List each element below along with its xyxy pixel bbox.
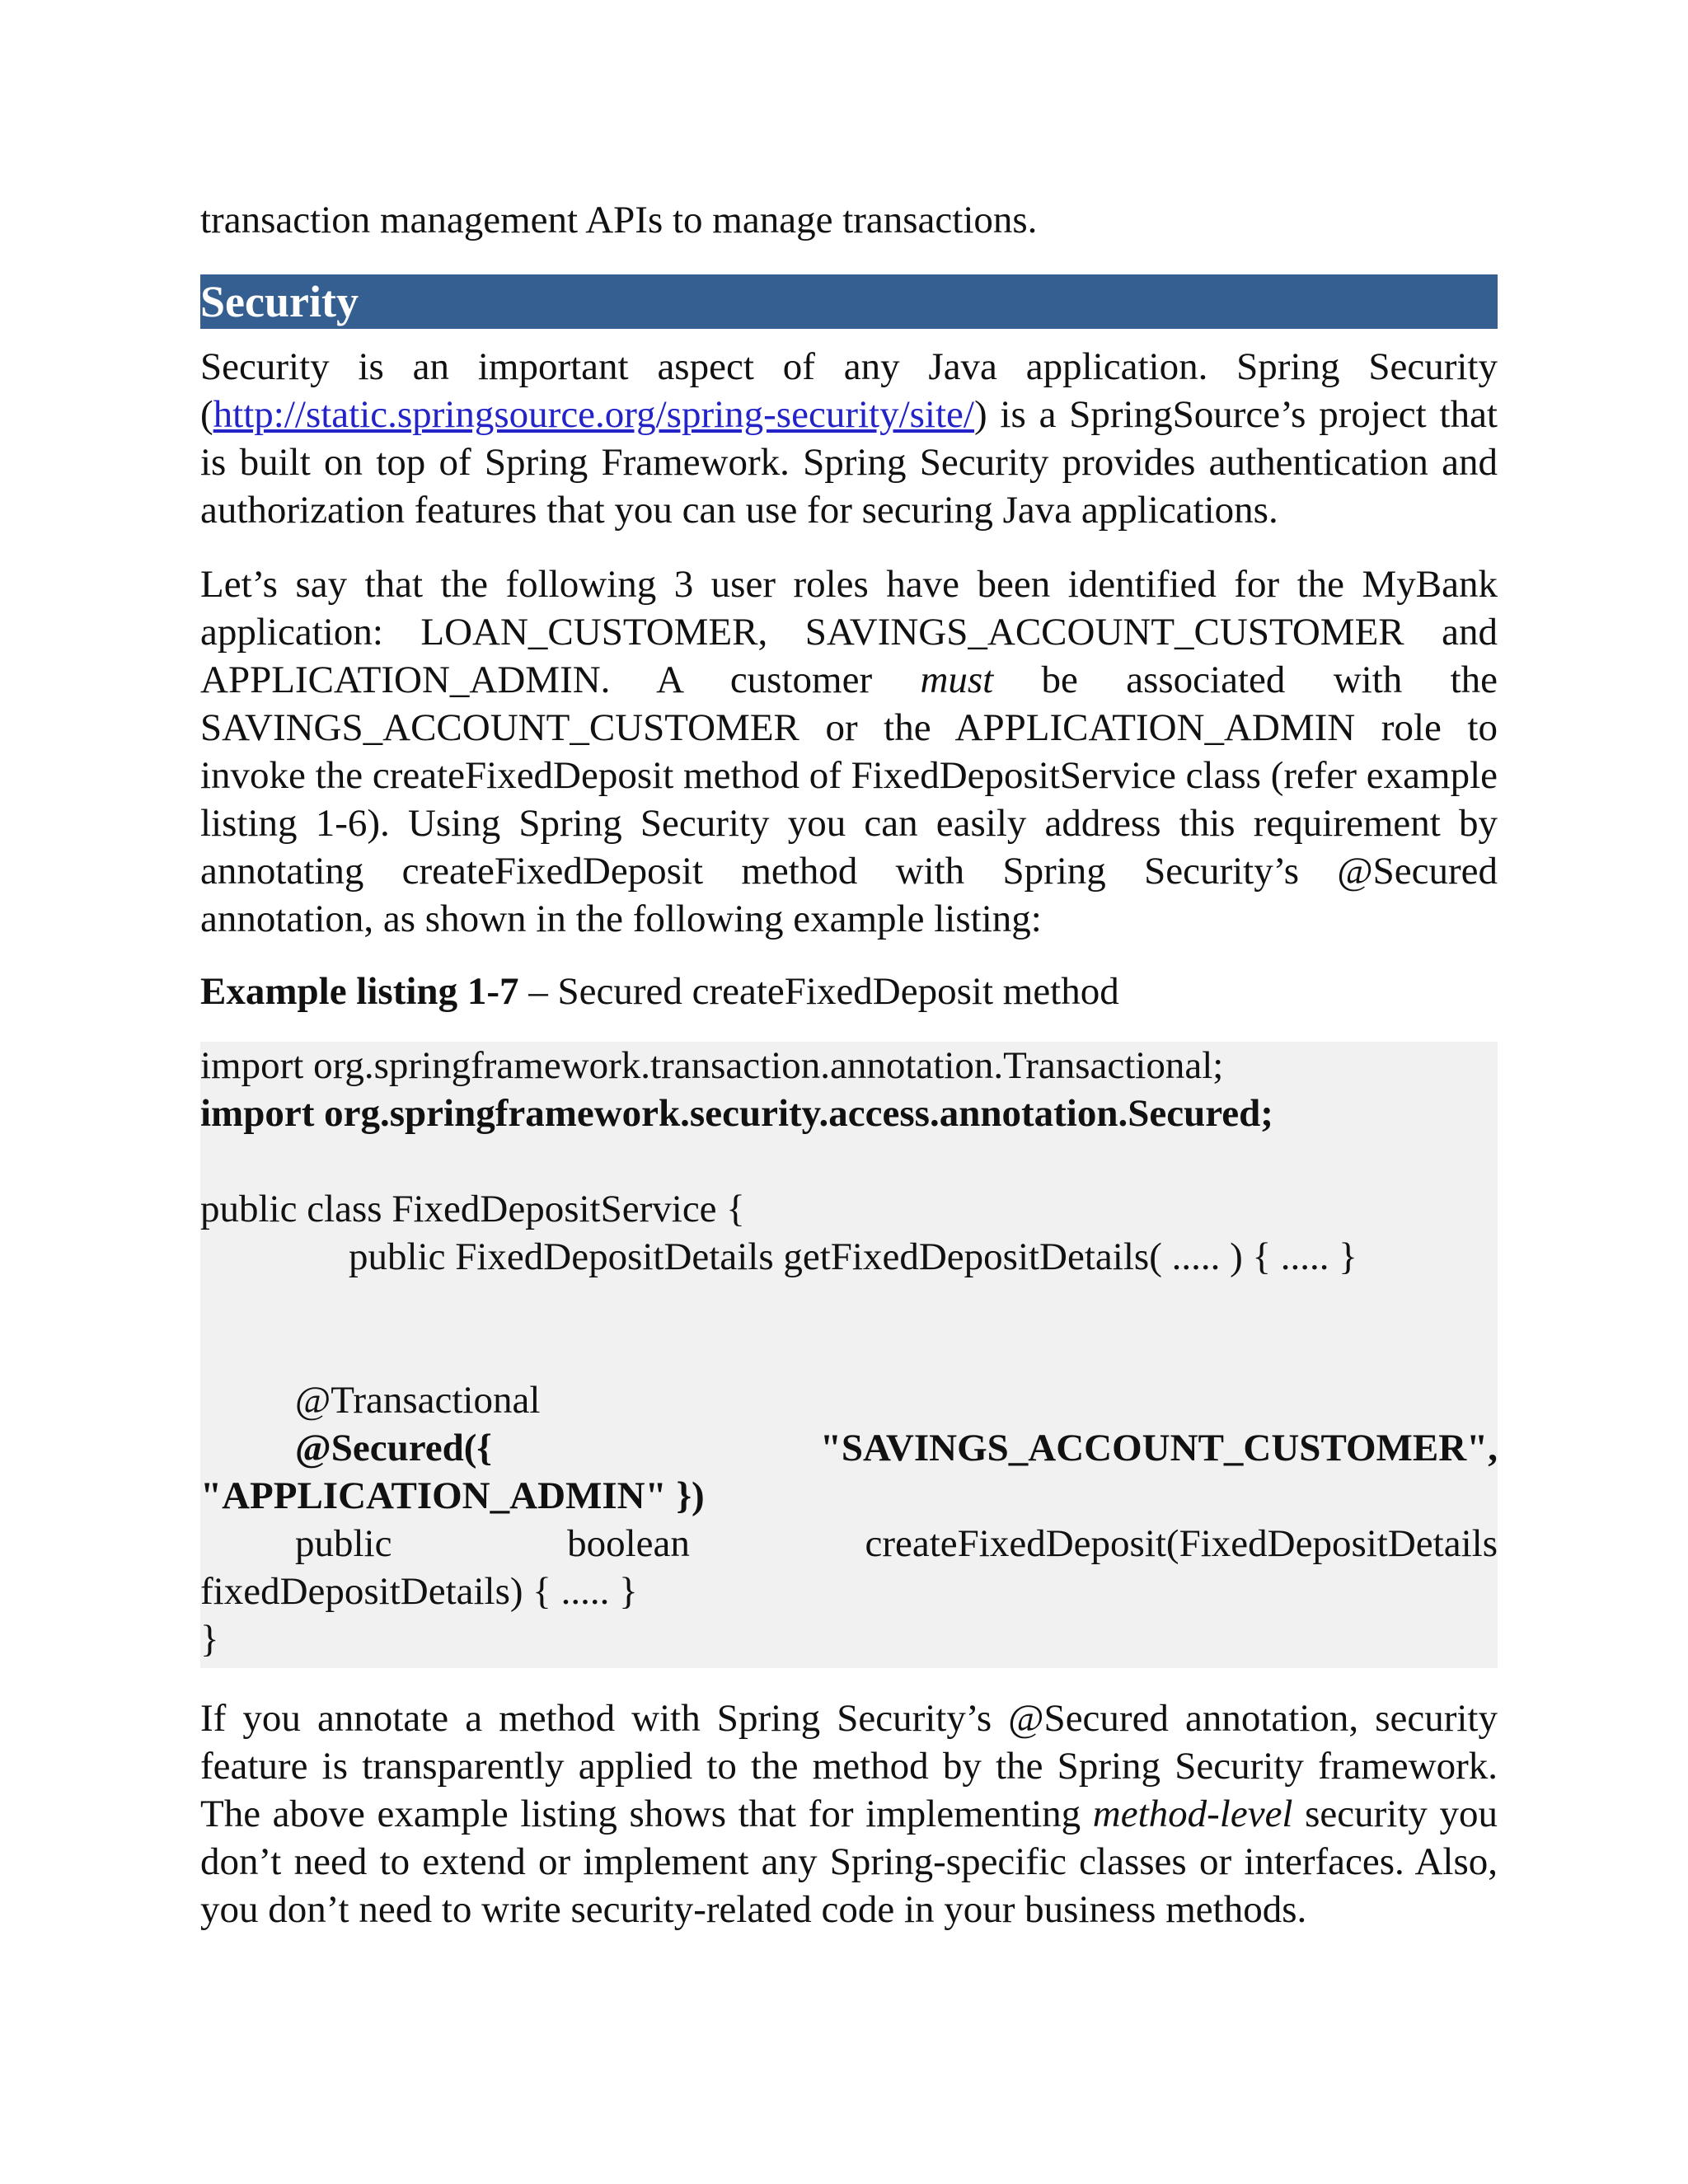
code-listing (200, 1042, 1498, 1668)
code-line-get-method: public FixedDepositDetails getFixedDepositDetails( ..... ) { ..... } (349, 1235, 1357, 1278)
para3-text-2: security you don’t need to extend or implement any Spring-specific classes or interfaces. Also, you don’t need to write security-related code in your business methods. (200, 1793, 1498, 1931)
document-page (200, 196, 1498, 1933)
code-line-close-brace: } (200, 1618, 219, 1661)
para1-text-after-link: ) is a SpringSource’s project that is built on top of Spring Framework. Spring Security provides authentication and authorization features that you can use for securing Java applications. (200, 393, 1498, 532)
code-create-boolean: boolean (567, 1522, 690, 1565)
code-line-secured-annotation (200, 1424, 1498, 1472)
code-secured-role-1: "SAVINGS_ACCOUNT_CUSTOMER", (819, 1427, 1498, 1469)
para2-text-2: be associated with the SAVINGS_ACCOUNT_CUSTOMER or the APPLICATION_ADMIN role to invoke the createFixedDeposit method of FixedDepositService class (refer example listing 1-6). Using Spring Security you can easily address this requirement by annotating createFixedDeposit method with Spring Security’s @Secured annotation, as shown in the following example listing: (200, 658, 1498, 940)
spring-security-link[interactable]: http://static.springsource.org/spring-security/site/ (213, 393, 974, 436)
listing-caption-label: Example listing 1-7 (200, 970, 519, 1013)
code-line-import-transactional: import org.springframework.transaction.annotation.Transactional; (200, 1044, 1224, 1087)
para1-text-before-link: Security is an important aspect of any Java application. Spring Security ( (200, 345, 1498, 436)
code-blank-line (200, 1329, 1498, 1376)
para2-text-1: Let’s say that the following 3 user roles have been identified for the MyBank application: LOAN_CUSTOMER, SAVINGS_ACCOUNT_CUSTOMER and APPLICATION_ADMIN. A customer (200, 563, 1498, 701)
code-line-import-secured: import org.springframework.security.access.annotation.Secured; (200, 1092, 1273, 1135)
code-line-class-decl: public class FixedDepositService { (200, 1188, 745, 1230)
code-line-create-params: fixedDepositDetails) { ..... } (200, 1570, 638, 1613)
code-secured-open: @Secured({ (295, 1427, 492, 1469)
code-blank-line (200, 1137, 1498, 1185)
code-line-create-method (200, 1520, 1498, 1568)
code-line-transactional-annotation: @Transactional (295, 1379, 541, 1422)
security-paragraph (200, 343, 1498, 534)
section-heading: Security (200, 274, 1498, 329)
listing-caption-text: – Secured createFixedDeposit method (518, 970, 1119, 1013)
user-roles-paragraph (200, 560, 1498, 943)
listing-caption (200, 968, 1498, 1015)
para2-emphasis: must (920, 658, 994, 701)
code-line-secured-role-2: "APPLICATION_ADMIN" }) (200, 1474, 705, 1517)
code-create-signature: createFixedDeposit(FixedDepositDetails (865, 1522, 1498, 1565)
para3-text-1: If you annotate a method with Spring Security’s @Secured annotation, security feature is transparently applied to the method by the Spring Security framework. The above example listing shows that for implementing (200, 1697, 1498, 1835)
para3-emphasis: method-level (1092, 1793, 1293, 1835)
code-create-public: public (295, 1522, 392, 1565)
secured-explanation-paragraph (200, 1694, 1498, 1933)
intro-line: transaction management APIs to manage transactions. (200, 199, 1038, 241)
code-blank-line (200, 1281, 1498, 1329)
